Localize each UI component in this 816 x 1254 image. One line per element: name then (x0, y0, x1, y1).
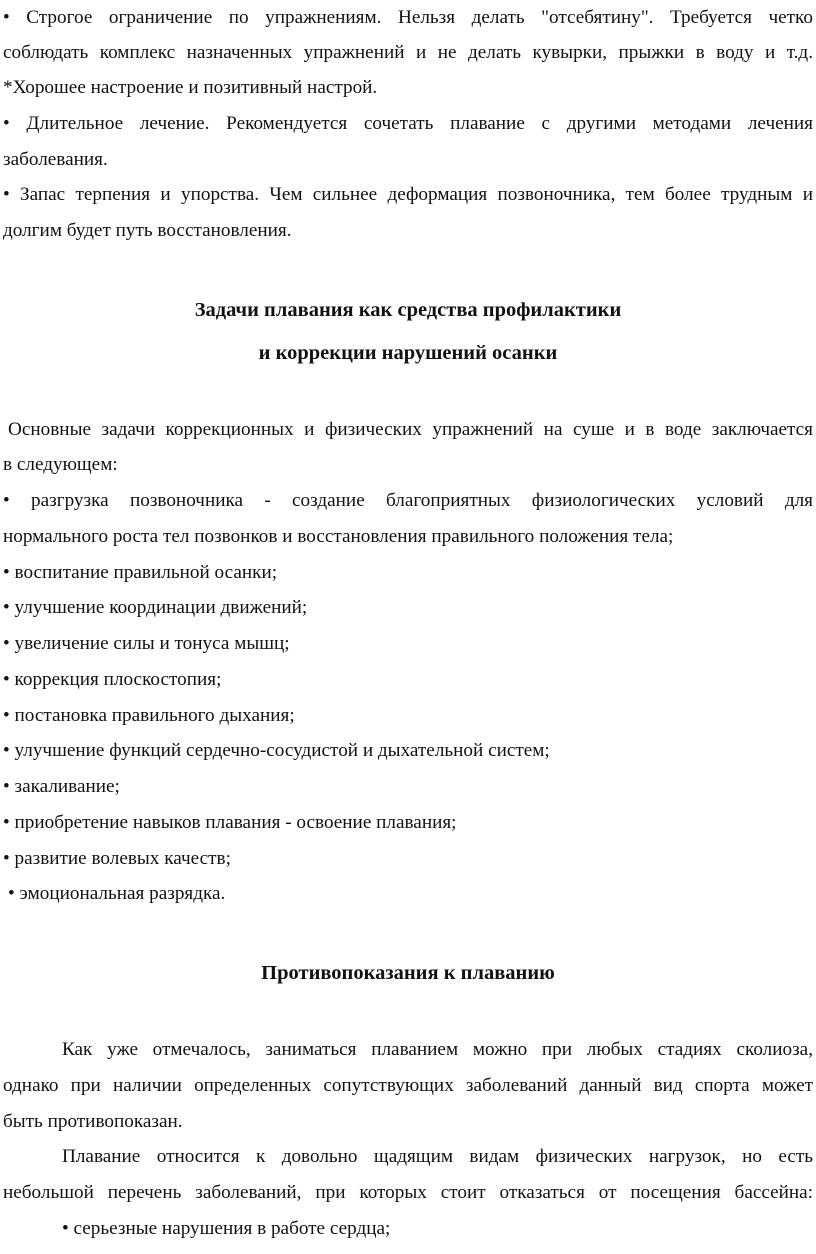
section-2-p1-line-3: быть противопоказан. (3, 1111, 183, 1132)
task-item-6: • постановка правильного дыхания; (3, 705, 295, 726)
task-item-4: • увеличение силы и тонуса мышц; (3, 633, 290, 654)
section-1-title-line-2: и коррекции нарушений осанки (258, 342, 558, 364)
task-item-1-line-2: нормального роста тел позвонков и восстановления правильного положения тела; (3, 526, 674, 547)
section-1-intro-line-2: в следующем: (3, 454, 118, 475)
task-item-10: • развитие волевых качеств; (3, 848, 231, 869)
contraindication-item-1: • серьезные нарушения в работе сердца; (62, 1218, 391, 1239)
task-item-7: • улучшение функций сердечно-сосудистой и дыхательной систем; (3, 740, 550, 761)
intro-item-3-line-1: • Длительное лечение. Рекомендуется сочетать плавание с другими методами лечения (3, 113, 813, 134)
intro-item-4-line-2: долгим будет путь восстановления. (3, 220, 292, 241)
intro-item-4-line-1: • Запас терпения и упорства. Чем сильнее деформация позвоночника, тем более трудным и (3, 184, 813, 205)
task-item-11: • эмоциональная разрядка. (8, 883, 226, 904)
task-item-3: • улучшение координации движений; (3, 597, 308, 618)
task-item-1-line-1: • разгрузка позвоночника - создание благоприятных физиологических условий для (3, 490, 813, 511)
section-2-p2-line-1: Плавание относится к довольно щадящим видам физических нагрузок, но есть (62, 1146, 813, 1167)
intro-item-1-line-1: • Строгое ограничение по упражнениям. Нельзя делать "отсебятину". Требуется четко (3, 7, 813, 28)
task-item-9: • приобретение навыков плавания - освоение плавания; (3, 812, 457, 833)
task-item-8: • закаливание; (3, 776, 120, 797)
intro-item-2: *Хорошее настроение и позитивный настрой. (3, 77, 378, 98)
section-1-title-line-1: Задачи плавания как средства профилактики (194, 299, 622, 321)
section-1-intro-line-1: Основные задачи коррекционных и физических упражнений на суше и в воде заключается (8, 419, 813, 440)
section-2-title: Противопоказания к плаванию (261, 962, 555, 984)
intro-item-3-line-2: заболевания. (3, 149, 108, 170)
task-item-5: • коррекция плоскостопия; (3, 669, 222, 690)
section-2-p1-line-2: однако при наличии определенных сопутствующих заболеваний данный вид спорта может (3, 1075, 813, 1096)
section-2-p1-line-1: Как уже отмечалось, заниматься плаванием можно при любых стадиях сколиоза, (62, 1039, 813, 1060)
intro-item-1-line-2: соблюдать комплекс назначенных упражнений и не делать кувырки, прыжки в воду и т.д. (3, 42, 813, 63)
section-2-p2-line-2: небольшой перечень заболеваний, при которых стоит отказаться от посещения бассейна: (3, 1182, 813, 1203)
task-item-2: • воспитание правильной осанки; (3, 562, 278, 583)
